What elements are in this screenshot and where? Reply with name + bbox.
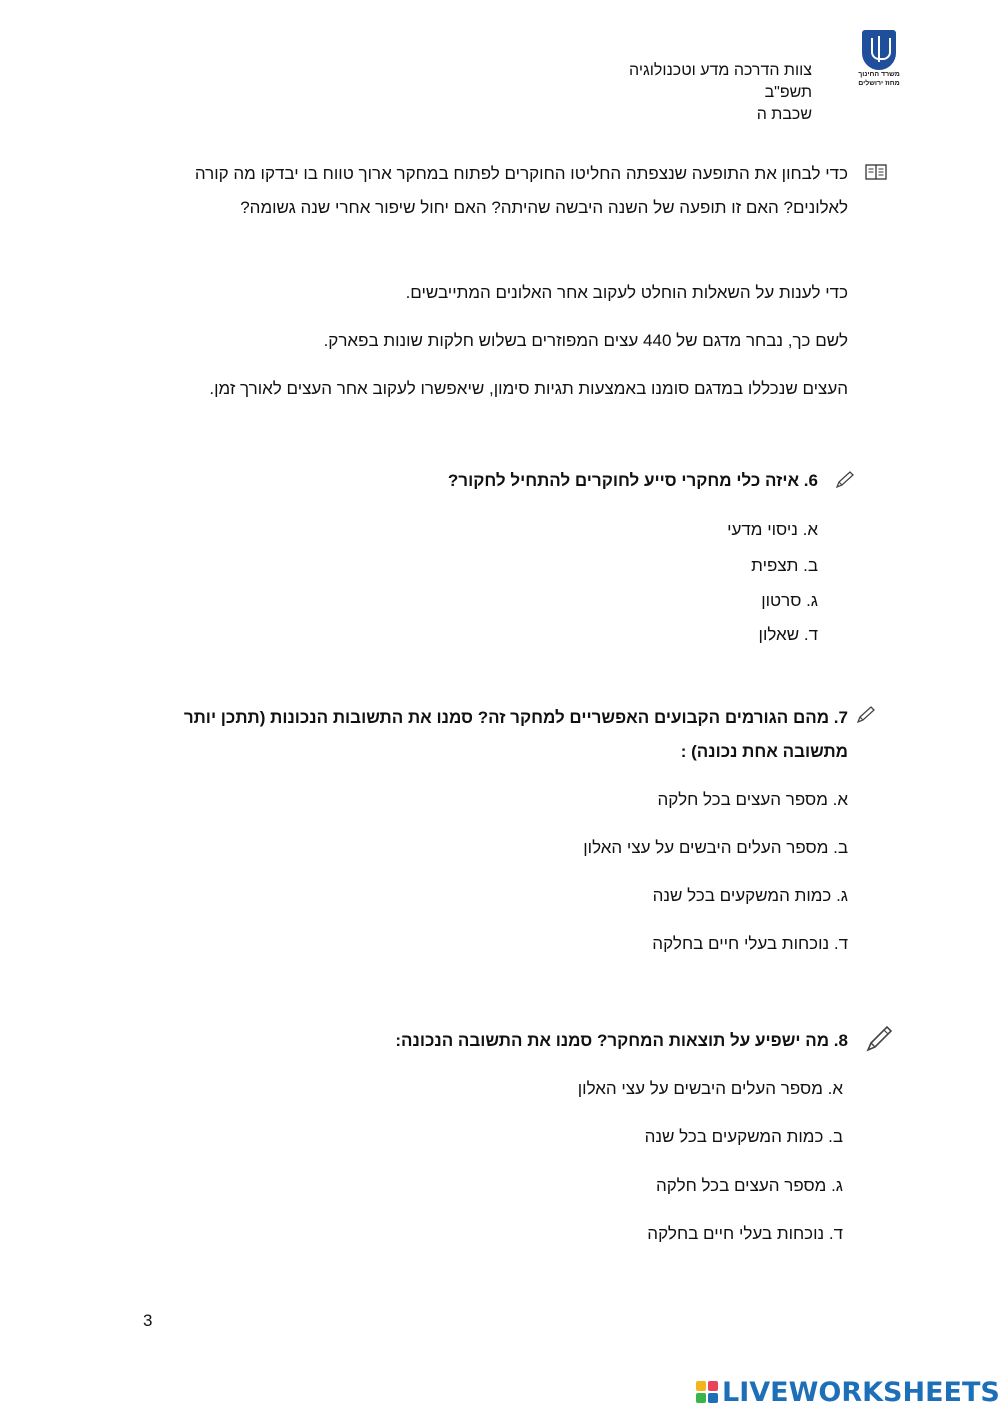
header-grade: שכבת ה (756, 106, 812, 123)
q7-option-b[interactable]: ב. מספר העלים היבשים על עצי האלון (583, 838, 848, 857)
liveworksheets-blocks-icon (696, 1381, 718, 1403)
question-8-title: 8. מה ישפיע על תוצאות המחקר? סמנו את התשובה הנכונה: (395, 1031, 848, 1050)
q8-option-d[interactable]: ד. נוכחות בעלי חיים בחלקה (647, 1224, 843, 1243)
pencil-icon (864, 1024, 894, 1054)
intro-paragraph: כדי לבחון את התופעה שנצפתה החליטו החוקרים לפתוח במחקר ארוך טווח בו יבדקו מה קורה לאלונים? האם זו תופעה של השנה היבשה שהיתה? האם יחול שיפור אחרי שנה גשומה? (194, 164, 848, 217)
question-7-title: 7. מהם הגורמים הקבועים האפשריים למחקר זה? סמנו את התשובות הנכונות (תתכן יותר מתשובה אחת נכונה) : (183, 708, 848, 761)
q6-option-d[interactable]: ד. שאלון (758, 625, 818, 644)
q8-option-c[interactable]: ג. מספר העצים בכל חלקה (655, 1176, 843, 1195)
reading-book-icon (865, 164, 887, 180)
q7-option-d[interactable]: ד. נוכחות בעלי חיים בחלקה (652, 934, 848, 953)
q7-option-a[interactable]: א. מספר העצים בכל חלקה (657, 790, 848, 809)
intro-tagging-text: העצים שנכללו במדגם סומנו באמצעות תגיות סימון, שיאפשרו לעקוב אחר העצים לאורך זמן. (209, 379, 848, 398)
emblem-ministry-text: משרד החינוך (858, 71, 900, 78)
ministry-emblem (856, 30, 902, 88)
menorah-icon (862, 30, 896, 70)
emblem-district-text: מחוז ירושלים (858, 80, 900, 87)
q6-option-a[interactable]: א. ניסוי מדעי (727, 520, 818, 539)
question-6-title: 6. איזה כלי מחקרי סייע לחוקרים להתחיל לחקור? (447, 471, 818, 490)
intro-sample-text: לשם כך, נבחר מדגם של 440 עצים המפוזרים בשלוש חלקות שונות בפארק. (323, 331, 848, 350)
page-number: 3 (143, 1311, 153, 1330)
q6-option-c[interactable]: ג. סרטון (761, 591, 818, 610)
liveworksheets-wordmark: LIVEWORKSHEETS (722, 1376, 1000, 1408)
header-team-name: צוות הדרכה מדע וטכנולוגיה (629, 62, 812, 79)
q8-option-b[interactable]: ב. כמות המשקעים בכל שנה (644, 1127, 843, 1146)
header-year: תשפ"ב (764, 84, 812, 101)
pencil-icon (834, 470, 856, 490)
intro-decision-text: כדי לענות על השאלות הוחלט לעקוב אחר האלונים המתייבשים. (405, 283, 848, 302)
pencil-icon (855, 705, 877, 725)
q6-option-b[interactable]: ב. תצפית (751, 556, 818, 575)
liveworksheets-logo[interactable] (696, 1374, 1000, 1410)
q7-option-c[interactable]: ג. כמות המשקעים בכל שנה (652, 886, 848, 905)
q8-option-a[interactable]: א. מספר העלים היבשים על עצי האלון (577, 1079, 843, 1098)
